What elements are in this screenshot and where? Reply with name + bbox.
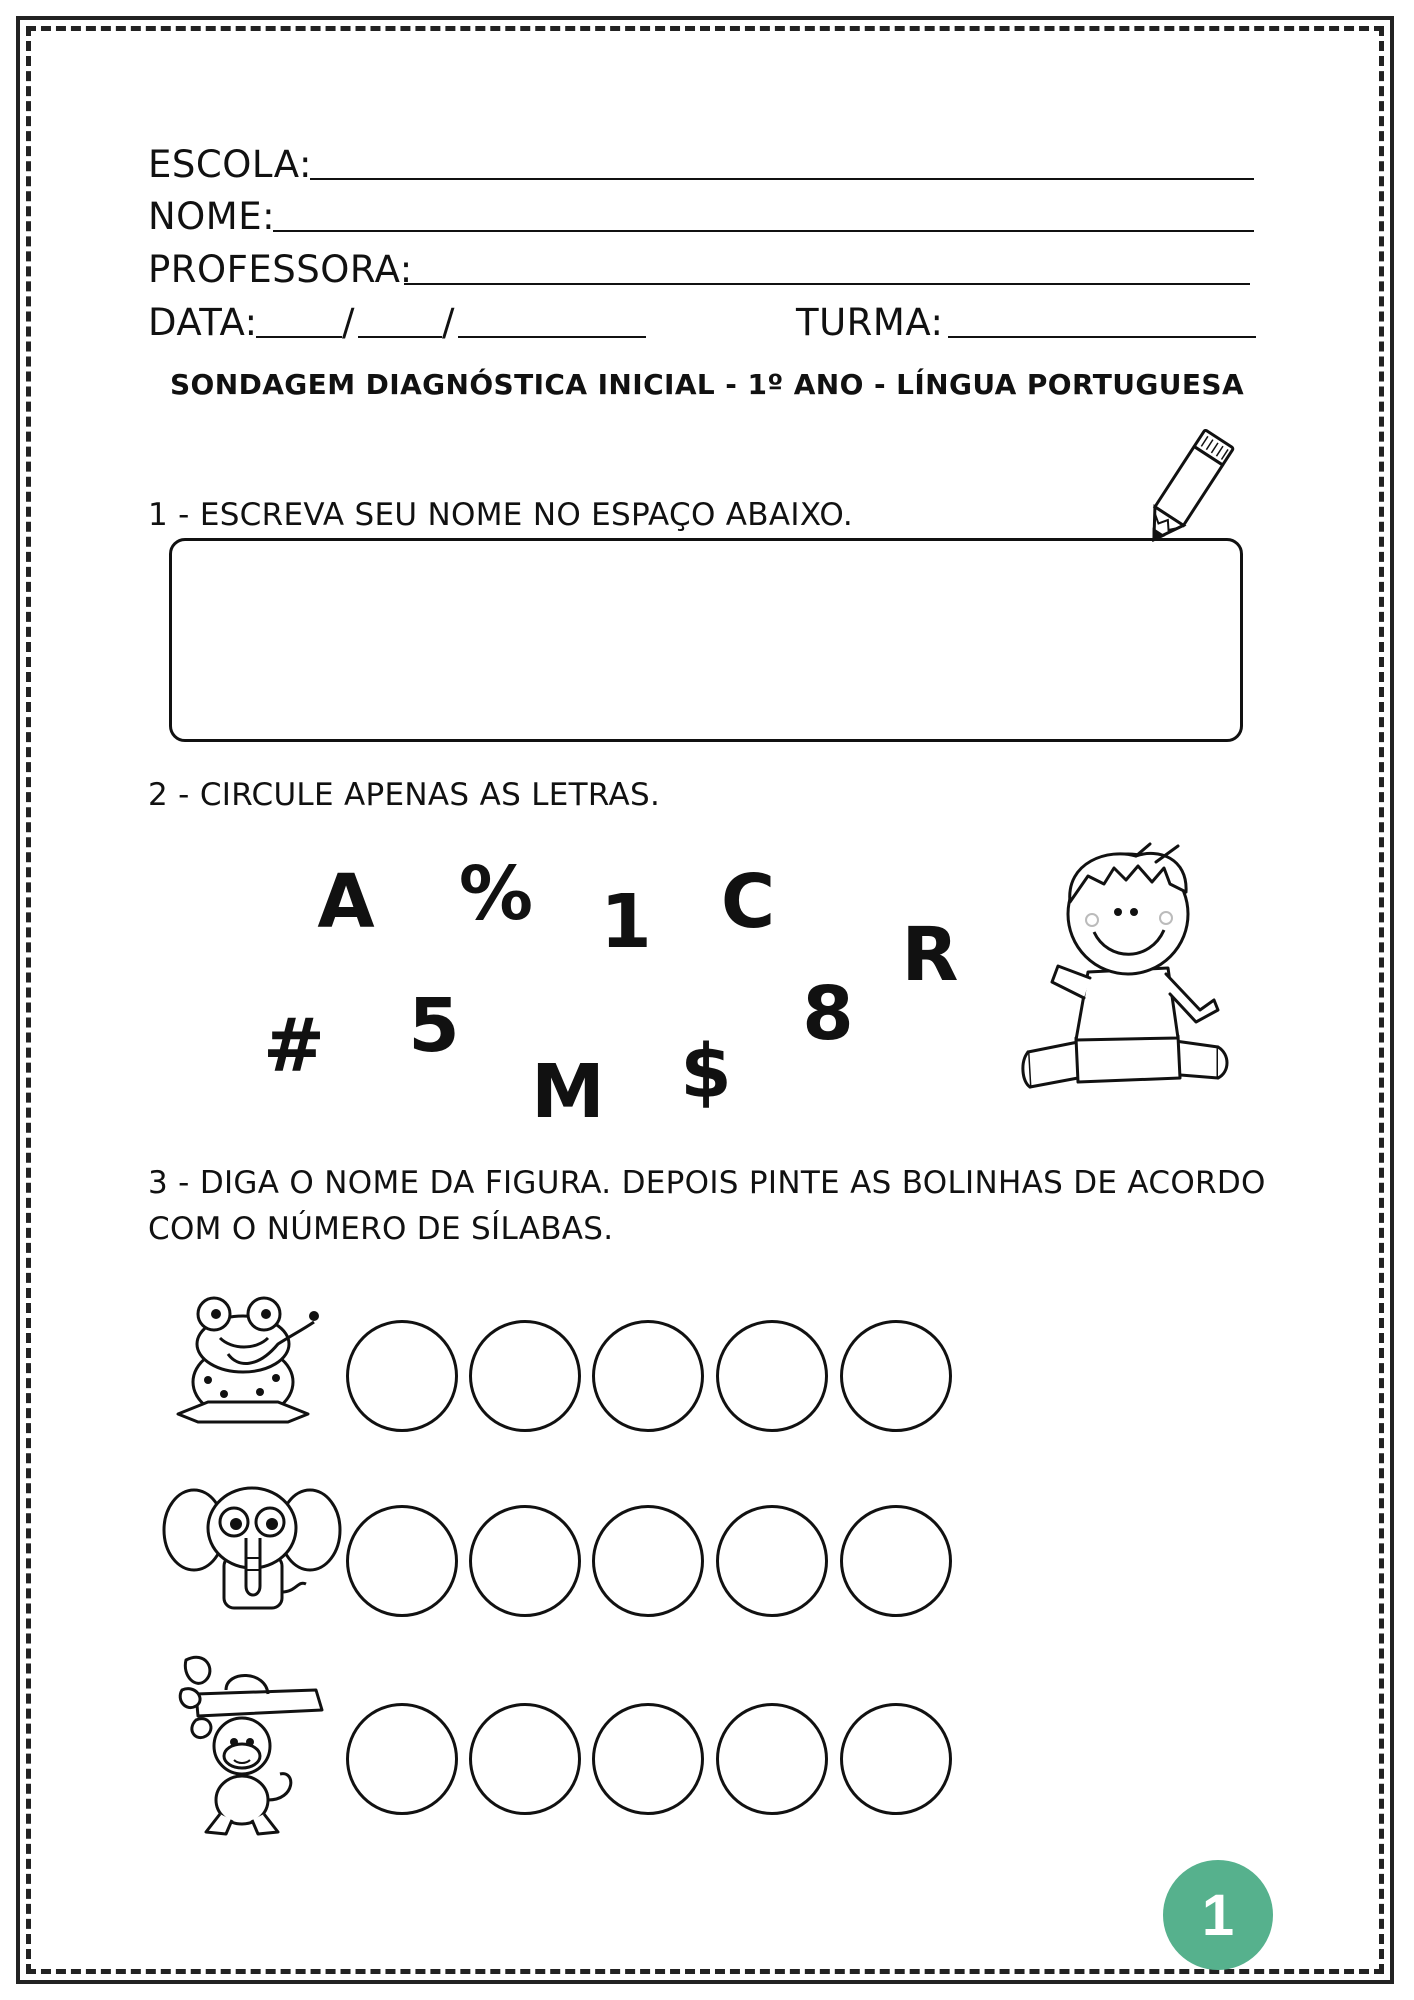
- escola-field: [148, 143, 312, 186]
- nome-field: [148, 195, 276, 238]
- child-illustration: [1018, 842, 1248, 1092]
- syllable-circle-monkey-2[interactable]: [469, 1703, 581, 1815]
- symbol-letter-r[interactable]: R: [901, 912, 959, 998]
- data-day-line[interactable]: [256, 336, 342, 338]
- question-3-line-1: 3 - DIGA O NOME DA FIGURA. DEPOIS PINTE AS BOLINHAS DE ACORDO: [148, 1165, 1266, 1201]
- monkey-icon: [176, 1650, 326, 1840]
- syllable-circle-elephant-5[interactable]: [840, 1505, 952, 1617]
- question-3-text: [148, 1160, 1266, 1252]
- syllable-circle-monkey-1[interactable]: [346, 1703, 458, 1815]
- symbol-digit-1[interactable]: 1: [600, 879, 652, 965]
- syllable-circle-monkey-3[interactable]: [592, 1703, 704, 1815]
- turma-blank-line[interactable]: [948, 336, 1256, 338]
- escola-label: ESCOLA:: [148, 143, 312, 186]
- symbol-percent[interactable]: %: [458, 851, 534, 937]
- escola-blank-line[interactable]: [310, 178, 1254, 180]
- syllable-circle-frog-4[interactable]: [716, 1320, 828, 1432]
- data-year-line[interactable]: [458, 336, 646, 338]
- data-sep-2: /: [442, 301, 455, 344]
- syllable-circle-monkey-5[interactable]: [840, 1703, 952, 1815]
- data-sep-1: /: [342, 301, 355, 344]
- syllable-circle-elephant-1[interactable]: [346, 1505, 458, 1617]
- page-number-badge: 1: [1163, 1860, 1273, 1970]
- syllable-circle-elephant-4[interactable]: [716, 1505, 828, 1617]
- name-writing-box[interactable]: [169, 538, 1243, 742]
- professora-label: PROFESSORA:: [148, 248, 413, 291]
- nome-label: NOME:: [148, 195, 276, 238]
- turma-field: [796, 301, 944, 344]
- symbol-digit-5[interactable]: 5: [408, 983, 460, 1069]
- turma-label: TURMA:: [796, 301, 944, 344]
- symbol-letter-a[interactable]: A: [317, 859, 375, 945]
- symbol-dollar[interactable]: $: [680, 1029, 732, 1115]
- question-3-line-2: COM O NÚMERO DE SÍLABAS.: [148, 1211, 614, 1247]
- syllable-circle-frog-1[interactable]: [346, 1320, 458, 1432]
- syllable-circle-frog-5[interactable]: [840, 1320, 952, 1432]
- syllable-circle-frog-3[interactable]: [592, 1320, 704, 1432]
- data-label: DATA:: [148, 301, 258, 344]
- professora-field: [148, 248, 413, 291]
- syllable-circle-elephant-2[interactable]: [469, 1505, 581, 1617]
- symbol-letter-c[interactable]: C: [720, 859, 776, 945]
- symbol-letter-m[interactable]: M: [531, 1049, 605, 1135]
- elephant-icon: [160, 1474, 344, 1614]
- data-month-line[interactable]: [358, 336, 442, 338]
- question-1-text: 1 - ESCREVA SEU NOME NO ESPAÇO ABAIXO.: [148, 497, 853, 533]
- data-field: [148, 301, 258, 344]
- page-title: SONDAGEM DIAGNÓSTICA INICIAL - 1º ANO - LÍNGUA PORTUGUESA: [169, 368, 1245, 401]
- syllable-circle-frog-2[interactable]: [469, 1320, 581, 1432]
- syllable-circle-elephant-3[interactable]: [592, 1505, 704, 1617]
- symbol-hash[interactable]: #: [262, 1003, 326, 1089]
- symbol-digit-8[interactable]: 8: [802, 971, 854, 1057]
- question-2-text: 2 - CIRCULE APENAS AS LETRAS.: [148, 777, 661, 813]
- nome-blank-line[interactable]: [273, 230, 1254, 232]
- professora-blank-line[interactable]: [404, 283, 1250, 285]
- pencil-icon: [1138, 424, 1238, 554]
- syllable-circle-monkey-4[interactable]: [716, 1703, 828, 1815]
- frog-icon: [168, 1294, 322, 1430]
